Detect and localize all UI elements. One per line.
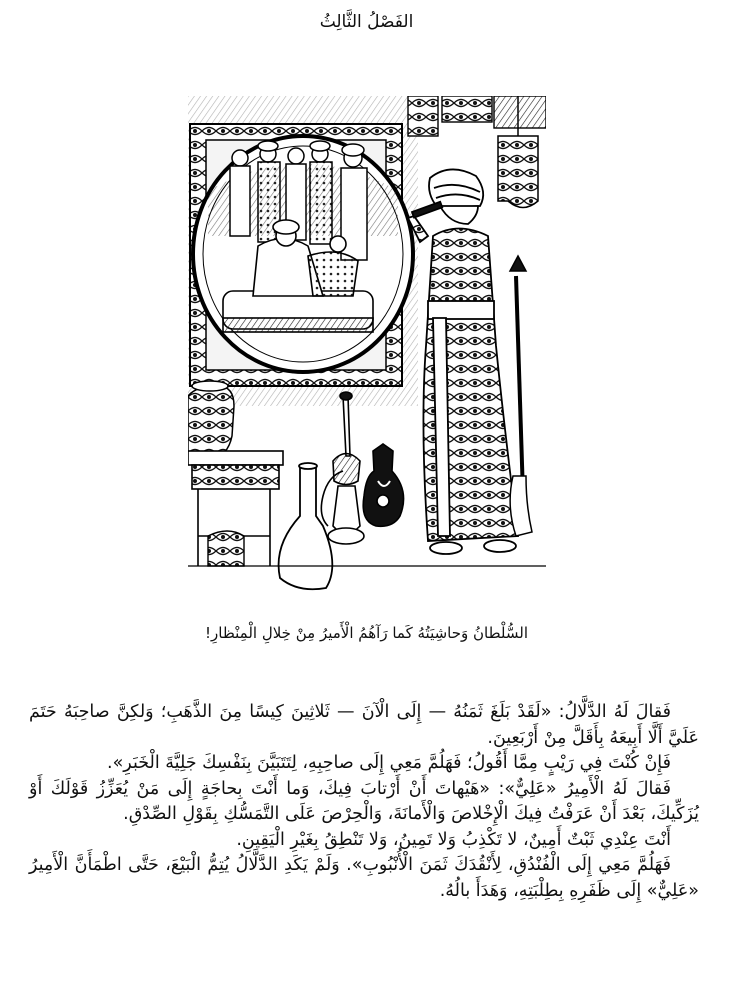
illustration [188,96,546,596]
illustration-caption: السُّلْطانُ وَحاشِيَتُهُ كَما رَآهُمُ الْأَميرُ مِنْ خِلالِ الْمِنْظارِ! [205,624,528,642]
illustration-drawing [188,96,546,596]
paragraph: فَقالَ لَهُ الْأَمِيرُ «عَلِيٌّ»: «هَيْهاتَ أَنْ أَرْتابَ فِيكَ، وَما أَنْتَ بِحاجَةٍ إِلَى مَنْ يُعَزِّزُ قَوْلَكَ أَوْ يُزَكِّيكَ، بَعْدَ أَنْ عَرَفْتُ فِيكَ الْإِخْلاصَ وَالْأَمانَةَ، وَالْحِرْصَ عَلَى التَّمَسُّكِ بِقَوْلِ الصِّدْقِ. [29,778,699,824]
paragraph: فَهَلُمَّ مَعِي إِلَى الْفُنْدُقِ، لِأَنْقُدَكَ ثَمَنَ الْأُنْبُوبِ». وَلَمْ يَكَدِ الدَّلَّالُ يُتِمُّ الْبَيْعَ، حَتَّى اطْمَأَنَّ الْأَمِيرُ «عَلِيٌّ» إِلَى ظَفَرِهِ بِطِلْبَتِهِ، وَهَدَأَ بالُهُ. [29,855,699,901]
paragraph: أَنْتَ عِنْدِي ثَبْتٌ أَمِينٌ، لا تَكْذِبُ وَلا تَمِينُ، وَلا تَنْطِقُ بِغَيْرِ الْيَقِينِ. [236,829,671,850]
chapter-title: الفَصْلُ الثَّالِثُ [319,12,414,32]
paragraph: فَقالَ لَهُ الدَّلَّالُ: «لَقَدْ بَلَغَ ثَمَنُهُ — إِلَى الْآنَ — ثَلاثِينَ كِيسًا مِنَ الذَّهَبِ؛ وَلكِنَّ صاحِبَهُ حَتَمَ عَلَيَّ أَلَّا أَبِيعَهُ بِأَقَلَّ مِنْ أَرْبَعِينَ. [29,702,699,748]
paragraph: فَإِنْ كُنْتَ فِي رَيْبٍ مِمَّا أَقُولُ؛ فَهَلُمَّ مَعِي إِلَى صاحِبِهِ، لِتَتَبَيَّنَ بِنَفْسِكَ جَلِيَّةَ الْخَبَرِ». [107,753,671,773]
body-text [29,700,699,904]
